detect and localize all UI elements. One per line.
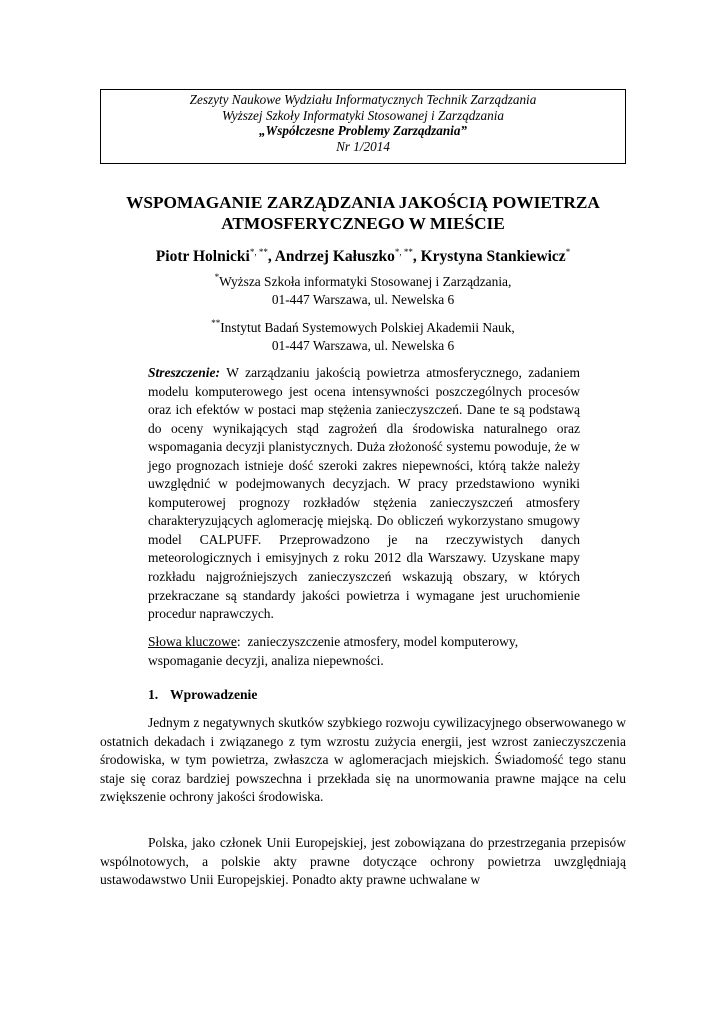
paper-title-line2: ATMOSFERYCZNEGO W MIEŚCIE — [221, 214, 505, 233]
affiliation-2 — [100, 314, 626, 355]
abstract — [148, 364, 580, 624]
body-paragraph: Jednym z negatywnych skutków szybkiego rozwoju cywilizacyjnego obserwowanego w ostatnich dekadach i związanego z tym wzrostu zużycia energii, jest wzrost zanieczyszczenia środowiska, w tym powietrza, zwłaszcza w aglomeracjach miejskich. Świadomość tego stanu staje się coraz bardziej powszechna i przekłada się na unormowania prawne mające na celu zwiększenie ochrony jakości środowiska. — [100, 715, 626, 804]
journal-header-box — [100, 89, 626, 164]
author-affiliation-mark: *, ** — [394, 247, 413, 257]
author-name: Piotr Holnicki — [155, 248, 250, 265]
abstract-label: Streszczenie: — [148, 365, 220, 380]
author-name: Krystyna Stankiewicz — [420, 248, 566, 265]
journal-series: „Współczesne Problemy Zarządzania” — [258, 123, 468, 139]
affiliation-mark: ** — [211, 318, 221, 328]
body-paragraph: Polska, jako członek Unii Europejskiej, jest zobowiązana do przestrzegania przepisów wspólnotowych, a polskie akty prawne dotyczące ochrony powietrza uwzględniają ustawodawstwo Unii Europejskiej. Ponadto akty prawne uchwalane w — [100, 835, 626, 887]
paper-title — [100, 192, 626, 234]
affiliation-institution: Wyższa Szkoła informatyki Stosowanej i Zarządzania, — [219, 274, 512, 289]
author-separator: , — [267, 248, 275, 265]
keywords — [148, 633, 580, 670]
journal-issue: Nr 1/2014 — [336, 138, 390, 154]
journal-name-line1: Zeszyty Naukowe Wydziału Informatycznych Technik Zarządzania — [189, 92, 537, 107]
affiliation-address: 01-447 Warszawa, ul. Newelska 6 — [271, 338, 455, 353]
author-list — [100, 242, 626, 267]
keywords-text: zanieczyszczenie atmosfery, model komputerowy, wspomaganie decyzji, analiza niepewności. — [148, 634, 519, 668]
section-title: Wprowadzenie — [170, 687, 258, 702]
author-affiliation-mark: * — [565, 247, 571, 257]
affiliation-institution: Instytut Badań Systemowych Polskiej Akademii Nauk, — [220, 320, 515, 335]
journal-name-line2: Wyższej Szkoły Informatyki Stosowanej i Zarządzania — [222, 107, 504, 123]
section-heading — [148, 687, 257, 703]
affiliation-mark: * — [214, 272, 220, 282]
author-name: Andrzej Kałuszko — [274, 248, 395, 265]
affiliation-address: 01-447 Warszawa, ul. Newelska 6 — [271, 292, 455, 307]
section-number: 1. — [148, 687, 159, 702]
affiliation-1 — [100, 268, 626, 309]
paper-title-line1: WSPOMAGANIE ZARZĄDZANIA JAKOŚCIĄ POWIETRZA — [126, 193, 600, 212]
abstract-text: W zarządzaniu jakością powietrza atmosferycznego, zadaniem modelu komputerowego jest ocena intensywności poszczególnych procesów oraz ich efektów w postaci map stężenia zanieczyszczeń. Dane te są podstawą do oceny wynikających stąd zagrożeń dla środowiska naturalnego oraz wspomagania decyzji planistycznych. Duża złożoność systemu powoduje, że w jego prognozach istnieje dość szeroki zakres niepewności, którą także należy uwzględnić w podejmowanych decyzjach. W pracy przedstawiono wyniki komputerowej prognozy rozkładów stężenia zanieczyszczeń atmosfery charakteryzujących aglomerację miejską. Do obliczeń wykorzystano smugowy model CALPUFF. Przeprowadzono je na rzeczywistych danych meteorologicznych i emisyjnych z roku 2012 dla Warszawy. Uzyskane mapy rozkładu najgroźniejszych zanieczyszczeń wskazują obszary, w których przekraczane są standardy jakości powietrza i wymagane jest uruchomienie procedur naprawczych. — [148, 365, 580, 622]
author-affiliation-mark: *, ** — [249, 247, 268, 257]
keywords-colon: : — [236, 634, 241, 649]
keywords-label: Słowa kluczowe — [148, 634, 237, 649]
author-separator: , — [412, 248, 421, 265]
